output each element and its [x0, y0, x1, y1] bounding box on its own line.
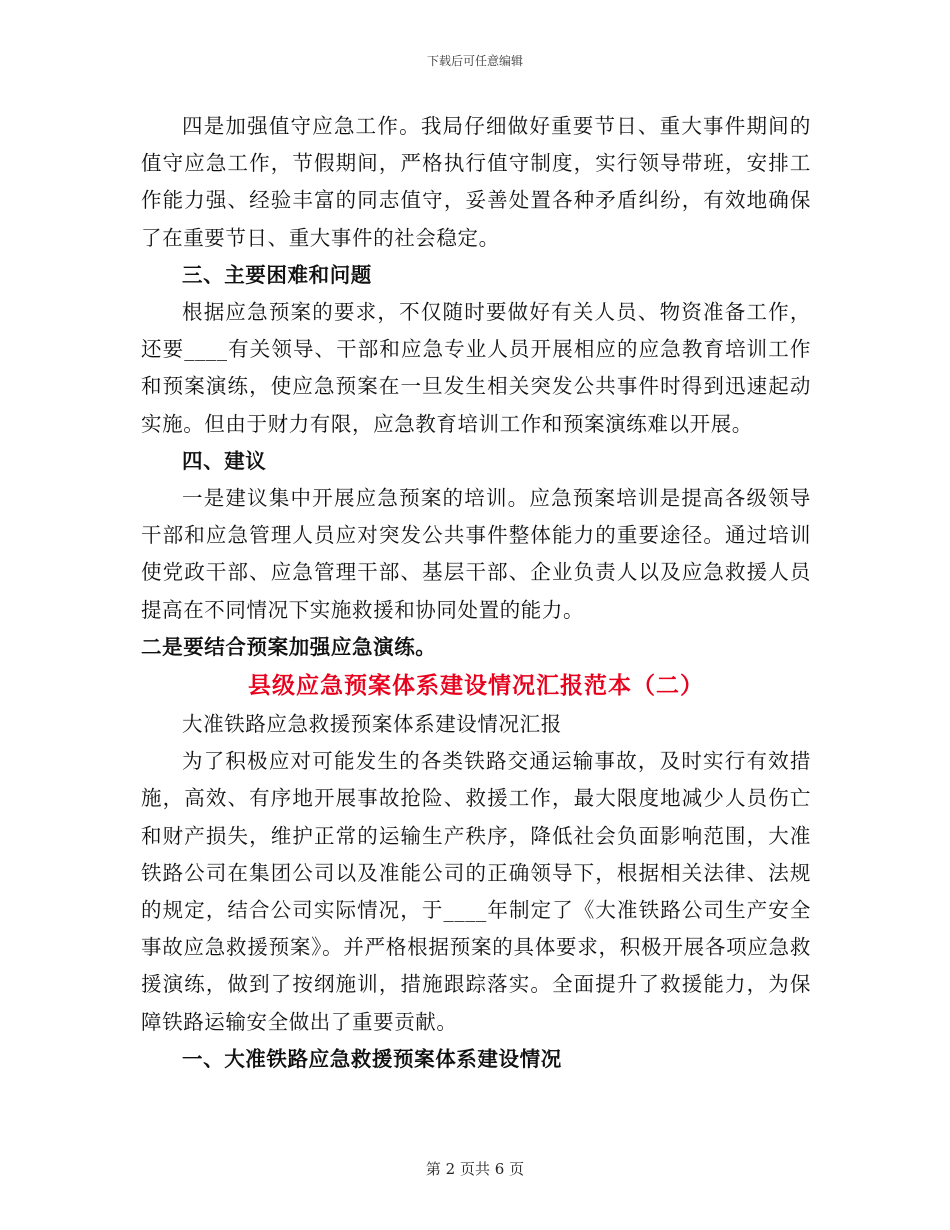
report-subtitle: 大准铁路应急救援预案体系建设情况汇报 — [182, 712, 562, 737]
paragraph-duty-work: 四是加强值守应急工作。我局仔细做好重要节日、重大事件期间的值守应急工作，节假期间，严格执行值守制度，实行领导带班，安排工作能力强、经验丰富的同志值守，妥善处置各种矛盾纠纷，有效地确保了在重要节日、重大事件的社会稳定。 — [141, 114, 811, 250]
paragraph-railway-intro: 为了积极应对可能发生的各类铁路交通运输事故，及时实行有效措施，高效、有序地开展事故抢险、救援工作，最大限度地减少人员伤亡和财产损失，维护正常的运输生产秩序，降低社会负面影响范围，大准铁路公司在集团公司以及准能公司的正确领导下，根据相关法律、法规的规定，结合公司实际情况，于____年制定了《大准铁路公司生产安全事故应急救援预案》。并严格根据预案的具体要求，积极开展各项应急救援演练，做到了按纲施训，措施跟踪落实。全面提升了救援能力，为保障铁路运输安全做出了重要贡献。 — [141, 749, 811, 1034]
document-body — [141, 108, 811, 1078]
paragraph-training-suggestion: 一是建议集中开展应急预案的培训。应急预案培训是提高各级领导干部和应急管理人员应对突发公共事件整体能力的重要途径。通过培训使党政干部、应急管理干部、基层干部、企业负责人以及应急救援人员提高在不同情况下实施救援和协同处置的能力。 — [141, 486, 811, 622]
section-heading-difficulties: 三、主要困难和问题 — [182, 262, 372, 287]
section-heading-suggestions: 四、建议 — [182, 448, 267, 473]
page-header: 下载后可任意编辑 — [426, 54, 523, 68]
document-title: 县级应急预案体系建设情况汇报范本（二） — [248, 673, 704, 700]
section-heading-system-building: 一、大准铁路应急救援预案体系建设情况 — [182, 1046, 562, 1071]
bold-line-drill-suggestion: 二是要结合预案加强应急演练。 — [141, 634, 437, 659]
page-footer: 第 2 页共 6 页 — [425, 1160, 525, 1178]
paragraph-difficulties: 根据应急预案的要求，不仅随时要做好有关人员、物资准备工作，还要____有关领导、干部和应急专业人员开展相应的应急教育培训工作和预案演练，使应急预案在一旦发生相关突发公共事件时得到迅速起动实施。但由于财力有限，应急教育培训工作和预案演练难以开展。 — [141, 300, 811, 436]
